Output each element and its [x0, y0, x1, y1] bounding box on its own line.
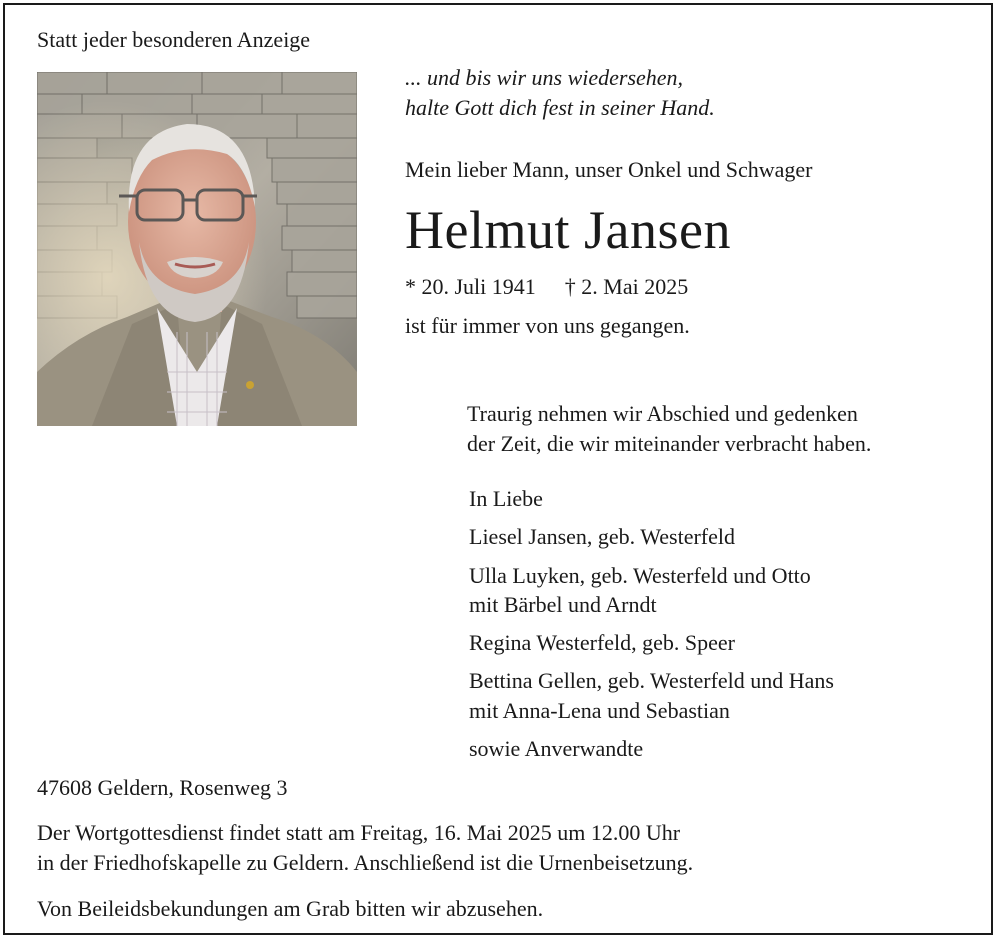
notice-header: Statt jeder besonderen Anzeige — [37, 27, 311, 52]
verse-line-2: halte Gott dich fest in seiner Hand. — [405, 95, 715, 120]
birth-date: * 20. Juli 1941 — [405, 274, 536, 299]
family-member-2-children: mit Bärbel und Arndt — [469, 592, 657, 617]
family-member-4: Bettina Gellen, geb. Westerfeld und Hans — [469, 668, 834, 693]
service-line-1: Der Wortgottesdienst findet statt am Freitag, 16. Mai 2025 um 12.00 Uhr — [37, 820, 681, 845]
family-greeting: In Liebe — [469, 486, 543, 511]
family-member-1: Liesel Jansen, geb. Westerfeld — [469, 524, 736, 549]
address: 47608 Geldern, Rosenweg 3 — [37, 775, 288, 800]
verse-line-1: ... und bis wir uns wiedersehen, — [405, 65, 684, 90]
mourning-line-1: Traurig nehmen wir Abschied und gedenken — [467, 401, 858, 426]
family-member-3: Regina Westerfeld, geb. Speer — [469, 630, 736, 655]
passed-text: ist für immer von uns gegangen. — [405, 313, 690, 338]
intro-text: Mein lieber Mann, unser Onkel und Schwager — [405, 157, 813, 182]
closing-note: Von Beileidsbekundungen am Grab bitten wir abzusehen. — [37, 896, 544, 921]
family-relatives: sowie Anverwandte — [469, 736, 644, 761]
family-member-4-children: mit Anna-Lena und Sebastian — [469, 698, 730, 723]
service-line-2: in der Friedhofskapelle zu Geldern. Anschließend ist die Urnenbeisetzung. — [37, 850, 694, 875]
family-member-2: Ulla Luyken, geb. Westerfeld und Otto — [469, 563, 811, 588]
cross-icon: † — [564, 274, 576, 299]
deceased-name: Helmut Jansen — [405, 200, 731, 260]
life-dates — [405, 276, 688, 298]
portrait-photo — [37, 72, 357, 426]
mourning-line-2: der Zeit, die wir miteinander verbracht haben. — [467, 431, 872, 456]
death-date: 2. Mai 2025 — [581, 274, 689, 299]
